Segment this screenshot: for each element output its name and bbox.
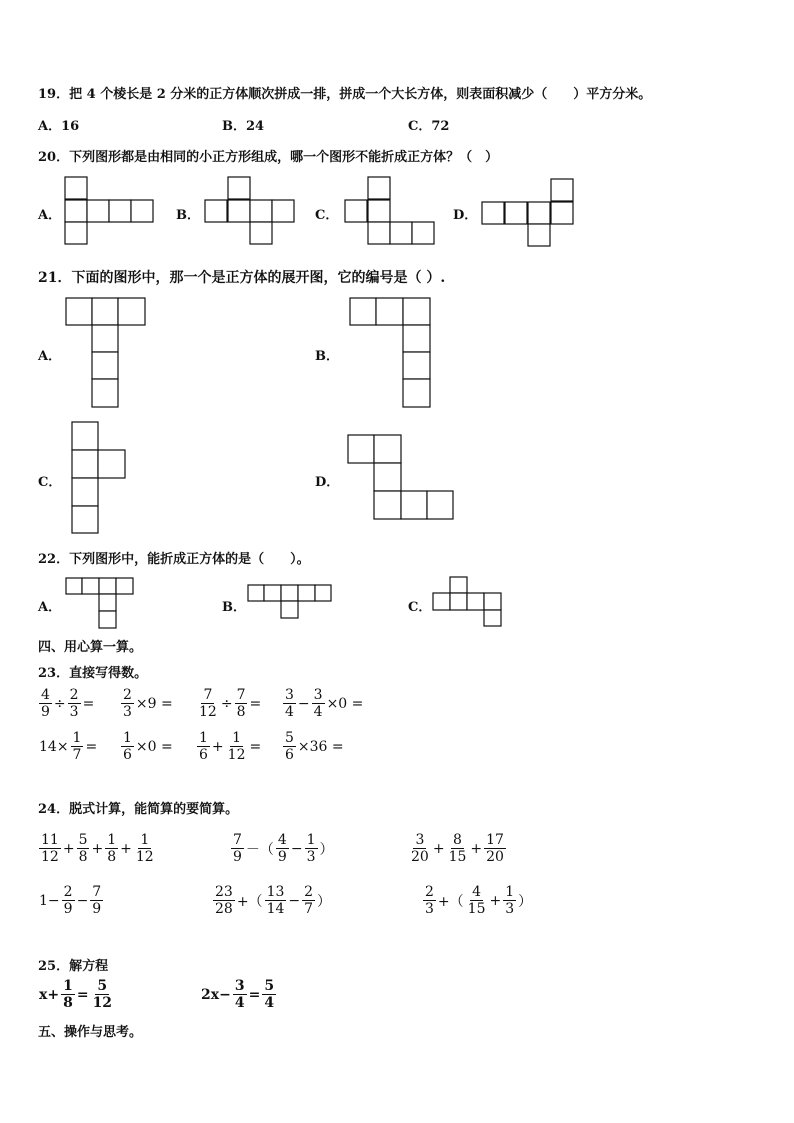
fraction (283, 688, 296, 719)
operator: = (82, 695, 95, 712)
q23-item-3 (196, 688, 262, 719)
numerator: 17 (486, 832, 504, 848)
fraction (90, 885, 103, 916)
q19-option-b[interactable]: B．24 (222, 119, 265, 134)
numerator: 1 (306, 832, 316, 848)
fraction (77, 833, 90, 864)
q20-label-a[interactable]: A． (38, 208, 62, 223)
numerator: 3 (285, 687, 294, 703)
q21-net-a (66, 298, 148, 410)
denominator: 3 (306, 849, 316, 865)
q20-label-b[interactable]: B． (176, 208, 200, 223)
q23-item-8 (282, 731, 345, 762)
operator: ×0 = (135, 738, 173, 755)
fraction (71, 731, 84, 762)
fraction (231, 833, 244, 864)
q20-net-b (205, 177, 297, 245)
denominator: 12 (199, 704, 217, 720)
fraction (61, 979, 75, 1010)
numerator: 5 (97, 978, 108, 994)
fraction (197, 731, 210, 762)
q21-net-b (350, 298, 432, 410)
operator: + (91, 840, 104, 857)
q23-text: 23．直接写得数。 (38, 666, 148, 681)
operator: + (489, 892, 502, 909)
numerator: 1 (107, 832, 117, 848)
numerator: 7 (92, 884, 102, 900)
operator: − (76, 892, 89, 909)
q24-text: 24．脱式计算，能简算的要简算。 (38, 802, 239, 817)
denominator: 7 (72, 747, 82, 763)
q21-net-c (72, 422, 128, 534)
numerator: 4 (41, 687, 50, 703)
denominator: 9 (233, 849, 242, 865)
q19-text: 19．把 4 个棱长是 2 分米的正方体顺次拼成一排，拼成一个大长方体，则表面积减少（ ）平方分米。 (38, 87, 652, 102)
numerator: 4 (277, 832, 287, 848)
operator: + (432, 840, 445, 857)
denominator: 12 (227, 747, 246, 763)
denominator: 14 (266, 901, 285, 917)
fraction (484, 833, 506, 864)
operator: ） (317, 893, 332, 910)
denominator: 15 (467, 901, 486, 917)
q23-item-7 (196, 731, 262, 762)
fraction (302, 885, 315, 916)
q24-item-3 (408, 833, 507, 864)
section-4-heading: 四、用心算一算。 (38, 640, 143, 655)
fraction (121, 731, 134, 762)
fraction (466, 885, 488, 916)
operator: ×9 = (135, 695, 173, 712)
q22-label-a[interactable]: A． (38, 600, 62, 615)
operator: ） (319, 841, 334, 858)
fraction (276, 833, 289, 864)
numerator: 11 (41, 832, 59, 848)
fraction (265, 885, 287, 916)
denominator: 9 (63, 901, 73, 917)
numerator: 2 (69, 687, 79, 703)
denominator: 20 (486, 849, 504, 865)
fraction (312, 688, 325, 719)
q20-text: 20．下列图形都是由相同的小正方形组成，哪一个图形不能折成正方体？（ ） (38, 150, 499, 165)
operator: = (249, 695, 262, 712)
denominator: 12 (41, 849, 59, 865)
operator: 1− (39, 892, 60, 909)
numerator: 13 (266, 884, 285, 900)
numerator: 1 (72, 730, 82, 746)
numerator: 5 (78, 832, 88, 848)
operator: ） (518, 893, 533, 910)
fraction (447, 833, 469, 864)
operator: − (297, 695, 310, 712)
q22-label-c[interactable]: C． (408, 600, 432, 615)
operator: +（ (236, 893, 263, 910)
q20-net-c (345, 177, 437, 245)
denominator: 7 (304, 901, 314, 917)
q20-label-d[interactable]: D． (453, 208, 478, 223)
numerator: 1 (123, 730, 132, 746)
numerator: 8 (453, 832, 462, 848)
q22-net-c (433, 577, 503, 629)
numerator: 3 (415, 832, 425, 848)
operator: +（ (437, 893, 464, 910)
denominator: 9 (41, 704, 50, 720)
section-5-heading: 五、操作与思考。 (38, 1025, 143, 1040)
q22-net-a (66, 578, 136, 630)
denominator: 12 (92, 995, 113, 1011)
numerator: 1 (232, 730, 242, 746)
operator: ÷ (220, 695, 233, 712)
numerator: 23 (215, 884, 233, 900)
q21-net-d (348, 435, 456, 521)
denominator: 6 (199, 747, 208, 763)
q23-item-4 (282, 688, 364, 719)
operator: －（ (245, 841, 274, 858)
denominator: 8 (236, 704, 246, 720)
denominator: 20 (411, 849, 429, 865)
denominator: 6 (123, 747, 132, 763)
fraction (283, 731, 296, 762)
operator: x+ (39, 986, 60, 1003)
fraction (226, 731, 248, 762)
operator: + (211, 738, 224, 755)
fraction (233, 979, 247, 1010)
q23-item-1 (38, 688, 95, 719)
numerator: 7 (233, 832, 242, 848)
denominator: 3 (425, 901, 434, 917)
q21-label-d[interactable]: D． (315, 475, 340, 490)
q24-item-2 (230, 833, 335, 864)
fraction (62, 885, 75, 916)
fraction (262, 979, 276, 1010)
q25-item-1 (38, 979, 115, 1010)
q24-item-6 (422, 885, 533, 916)
operator: = (76, 986, 89, 1003)
numerator: 2 (425, 884, 434, 900)
denominator: 28 (215, 901, 233, 917)
denominator: 9 (277, 849, 287, 865)
fraction (197, 688, 219, 719)
operator: + (120, 840, 132, 857)
q20-label-c[interactable]: C． (315, 208, 339, 223)
denominator: 3 (505, 901, 515, 917)
q20-net-d (482, 179, 574, 247)
numerator: 2 (63, 884, 73, 900)
fraction (235, 688, 248, 719)
q22-label-b[interactable]: B． (222, 600, 246, 615)
denominator: 3 (69, 704, 79, 720)
fraction (423, 885, 436, 916)
denominator: 4 (264, 995, 275, 1011)
numerator: 3 (313, 687, 323, 703)
numerator: 1 (505, 884, 515, 900)
q23-item-5 (38, 731, 98, 762)
numerator: 2 (123, 687, 132, 703)
q22-text: 22．下列图形中，能折成正方体的是（ ）。 (38, 552, 310, 567)
numerator: 1 (199, 730, 208, 746)
denominator: 4 (234, 995, 245, 1011)
operator: ×36 = (297, 738, 344, 755)
q21-text: 21．下面的图形中，那一个是正方体的展开图，它的编号是（ ）. (38, 270, 446, 286)
operator: − (288, 892, 301, 909)
operator: 2x− (201, 986, 231, 1003)
fraction (91, 979, 114, 1010)
fraction (134, 833, 156, 864)
operator: ×0 = (326, 695, 364, 712)
denominator: 8 (78, 849, 88, 865)
fraction (503, 885, 516, 916)
operator: = (248, 986, 261, 1003)
operator: ÷ (53, 695, 66, 712)
q25-text: 25．解方程 (38, 959, 109, 974)
fraction (105, 833, 118, 864)
denominator: 8 (107, 849, 117, 865)
q22-net-b (248, 585, 334, 621)
numerator: 5 (264, 978, 275, 994)
numerator: 1 (140, 832, 150, 848)
operator: + (62, 840, 75, 857)
numerator: 5 (285, 730, 294, 746)
fraction (121, 688, 134, 719)
q24-item-5 (212, 885, 332, 916)
numerator: 7 (236, 687, 246, 703)
q24-item-1 (38, 833, 157, 864)
operator: = (85, 738, 98, 755)
denominator: 6 (285, 747, 294, 763)
fraction (39, 833, 61, 864)
denominator: 4 (285, 704, 294, 720)
fraction (39, 688, 52, 719)
denominator: 9 (92, 901, 102, 917)
q21-label-b[interactable]: B． (315, 349, 339, 364)
q24-item-4 (38, 885, 104, 916)
denominator: 4 (313, 704, 323, 720)
denominator: 8 (63, 995, 73, 1011)
q23-item-2 (120, 688, 174, 719)
fraction (409, 833, 431, 864)
fraction (305, 833, 318, 864)
q19-option-a[interactable]: A．16 (38, 119, 80, 134)
operator: + (470, 840, 483, 857)
operator: − (290, 840, 303, 857)
denominator: 15 (448, 849, 467, 865)
q21-label-c[interactable]: C． (38, 475, 62, 490)
numerator: 3 (234, 978, 245, 994)
numerator: 4 (472, 884, 482, 900)
q20-net-a (65, 177, 157, 245)
numerator: 2 (304, 884, 314, 900)
operator: = (249, 738, 262, 755)
denominator: 3 (123, 704, 132, 720)
operator: 14× (39, 738, 69, 755)
q23-item-6 (120, 731, 174, 762)
fraction (68, 688, 81, 719)
q19-option-c[interactable]: C．72 (408, 119, 450, 134)
q21-label-a[interactable]: A． (38, 349, 62, 364)
denominator: 12 (135, 849, 154, 865)
numerator: 7 (203, 687, 213, 703)
fraction (213, 885, 235, 916)
q25-item-2 (200, 979, 277, 1010)
numerator: 1 (63, 978, 73, 994)
